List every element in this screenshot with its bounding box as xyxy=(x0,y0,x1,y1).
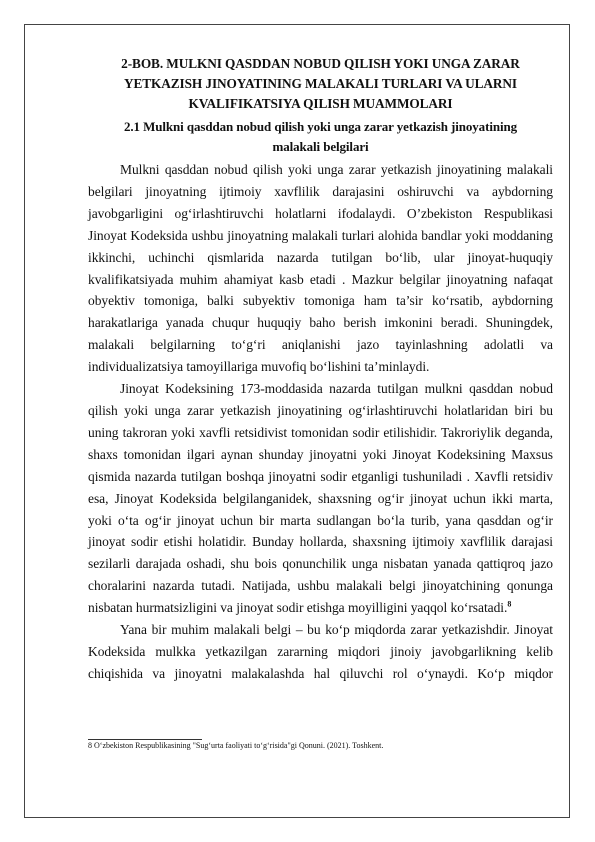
paragraph-2 xyxy=(88,378,553,619)
chapter-title xyxy=(88,54,553,114)
chapter-title-line-1: 2-BOB. MULKNI QASDDAN NOBUD QILISH YOKI UNGA ZARAR xyxy=(121,56,520,71)
footnote-divider xyxy=(88,739,202,740)
footnote-text: 8 O‘zbekiston Respublikasining "Sug‘urta faoliyati to‘g‘risida"gi Qonuni. (2021). Toshkent. xyxy=(88,741,384,750)
section-title-line-2: malakali belgilari xyxy=(272,139,369,154)
footnote-reference[interactable]: 8 xyxy=(507,599,512,609)
chapter-title-line-2: YETKAZISH JINOYATINING MALAKALI TURLARI VA ULARNI xyxy=(124,76,517,91)
paragraph-3: Yana bir muhim malakali belgi – bu ko‘p miqdorda zarar yetkazishdir. Jinoyat Kodeksida mulkka yetkazilgan zararning miqdori jinoiy javobgarlikning kelib chiqishida va jinoyatni malakalashda hal qiluvchi rol o‘ynaydi. Ko‘p miqdor xyxy=(88,622,553,681)
paragraph-2-text: Jinoyat Kodeksining 173-moddasida nazarda tutilgan mulkni qasddan nobud qilish yoki unga zarar yetkazish jinoyatining og‘irlashtiruvchi holatlaridan biri bu uning takroran yoki xavfli retsidivist tomonidan sodir etilishidir. Takroriylik deganda, shaxs tomonidan ilgari aynan shunday jinoyatni yoki Jinoyat Kodeksining Maxsus qismida nazarda tutilgan boshqa jinoyatni sodir etganligi tushuniladi . Xavfli retsidiv esa, Jinoyat Kodeksida belgilanganidek, shaxsning og‘ir jinoyat uchun ikki marta, yoki o‘ta og‘ir jinoyat uchun bir marta sudlangan bo‘la turib, yana qasddan og‘ir jinoyat sodir etishi holatidir. Bunday hollarda, shaxsning ijtimoiy xavflilik darajasi sezilarli darajada oshadi, shu bois qonunchilik unga nisbatan yanada qattiqroq jazo choralarini nazarda tutadi. Natijada, ushbu malakali belgi jinoyatchining qonunga nisbatan hurmatsizligini va jinoyat sodir etishga moyilligini yaqqol ko‘rsatadi. xyxy=(88,381,553,616)
section-title xyxy=(88,117,553,157)
paragraph-1: Mulkni qasddan nobud qilish yoki unga zarar yetkazish jinoyatining malakali belgilari jinoyatning ijtimoiy xavflilik darajasini oshiruvchi va aybdorning javobgarligini og‘irlashtiruvchi holatlarni ifodalaydi. O’zbekiston Respublikasi Jinoyat Kodeksida ushbu jinoyatning malakali turlari alohida bandlar yoki moddaning ikkinchi, uchinchi qismlarida nazarda tutilgan bo‘lib, ular jinoyat-huquqiy kvalifikatsiyada muhim ahamiyat kasb etadi . Mazkur belgilar jinoyatning nafaqat obyektiv tomoniga, balki subyektiv tomoniga ham ta’sir ko‘rsatib, aybdorning harakatlariga yanada chuqur huquqiy baho berish imkonini beradi. Shuningdek, malakali belgilarning to‘g‘ri aniqlanishi jazo tayinlashning adolatli va individualizatsiya tamoyillariga muvofiq bo‘lishini ta’minlaydi. xyxy=(88,162,553,375)
section-title-line-1: 2.1 Mulkni qasddan nobud qilish yoki unga zarar yetkazish jinoyatining xyxy=(124,119,517,134)
page-content xyxy=(88,54,553,685)
body-text xyxy=(88,159,553,685)
chapter-title-line-3: KVALIFIKATSIYA QILISH MUAMMOLARI xyxy=(188,96,453,111)
